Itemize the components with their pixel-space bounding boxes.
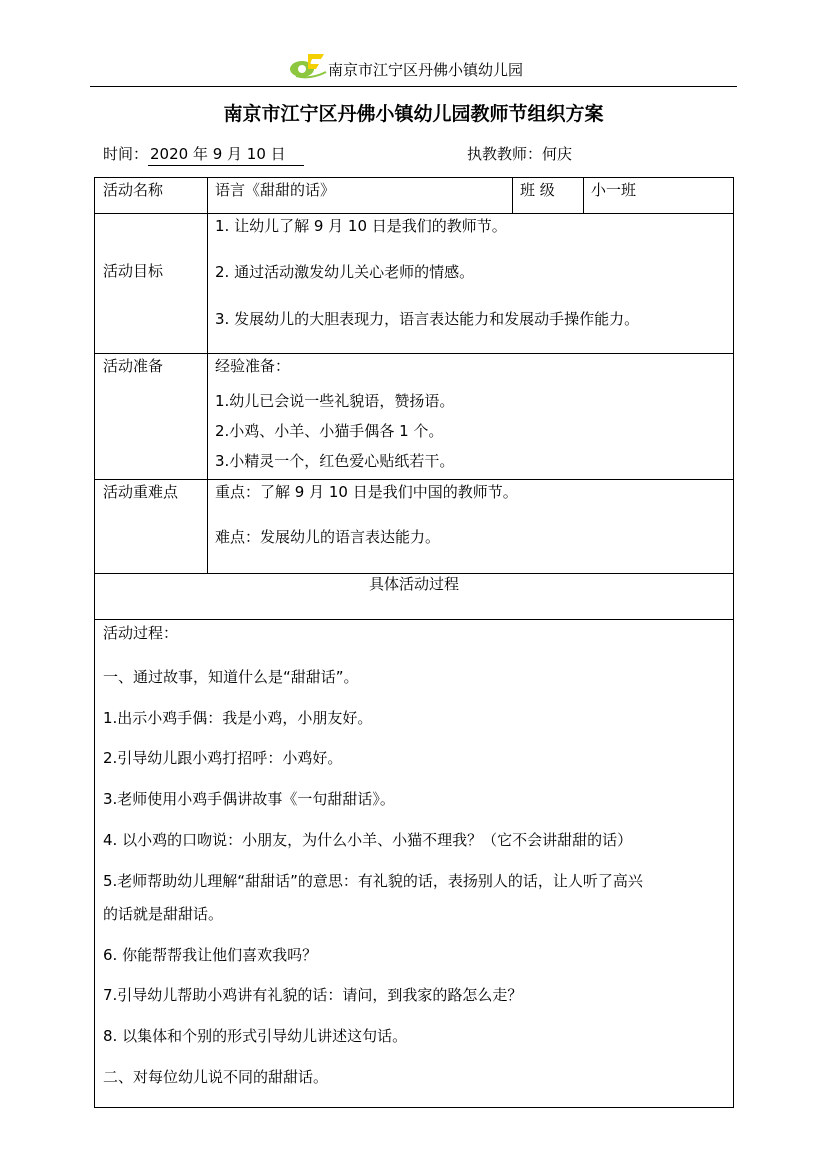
school-logo-icon: [288, 50, 332, 80]
process-line: 的话就是甜甜话。: [103, 905, 224, 923]
class-value: 小一班: [591, 181, 637, 199]
teacher-line: 执教教师：何庆: [467, 145, 573, 163]
process-line: 3.老师使用小鸡手偶讲故事《一句甜甜话》。: [103, 790, 395, 808]
process-line: 活动过程：: [103, 624, 179, 642]
process-line: 4. 以小鸡的口吻说：小朋友，为什么小羊、小猫不理我？（它不会讲甜甜的话）: [103, 831, 633, 849]
page-header: [90, 50, 737, 87]
focus-item: 重点：了解 9 月 10 日是我们中国的教师节。: [215, 483, 518, 501]
document-title: 南京市江宁区丹佛小镇幼儿园教师节组织方案: [223, 103, 604, 125]
process-line: 2.引导幼儿跟小鸡打招呼：小鸡好。: [103, 749, 343, 767]
time-line: [103, 143, 304, 166]
column-divider: [207, 177, 208, 573]
goal-item: 3. 发展幼儿的大胆表现力，语言表达能力和发展动手操作能力。: [215, 310, 640, 328]
time-label: 时间：: [103, 145, 149, 163]
class-label: 班 级: [520, 181, 555, 199]
activity-name-value: 语言《甜甜的话》: [215, 181, 336, 199]
column-divider: [512, 177, 513, 213]
process-line: 二、对每位幼儿说不同的甜甜话。: [103, 1068, 329, 1086]
prep-item: 2.小鸡、小羊、小猫手偶各 1 个。: [215, 422, 444, 440]
prep-item: 经验准备：: [215, 357, 291, 375]
process-heading: 具体活动过程: [368, 575, 459, 593]
focus-item: 难点：发展幼儿的语言表达能力。: [215, 528, 441, 546]
header-school-name: 南京市江宁区丹佛小镇幼儿园: [328, 61, 524, 79]
process-line: 一、通过故事，知道什么是“甜甜话”。: [103, 668, 359, 686]
prep-item: 3.小精灵一个，红色爱心贴纸若干。: [215, 452, 455, 470]
process-line: 6. 你能帮帮我让他们喜欢我吗？: [103, 946, 318, 964]
row-divider: [94, 479, 734, 480]
goal-item: 1. 让幼儿了解 9 月 10 日是我们的教师节。: [215, 217, 507, 235]
row-divider: [94, 619, 734, 620]
process-line: 1.出示小鸡手偶：我是小鸡，小朋友好。: [103, 709, 373, 727]
row-divider: [94, 213, 734, 214]
prep-item: 1.幼儿已会说一些礼貌语，赞扬语。: [215, 392, 455, 410]
process-line: 7.引导幼儿帮助小鸡讲有礼貌的话：请问，到我家的路怎么走？: [103, 986, 523, 1004]
activity-name-label: 活动名称: [103, 181, 164, 199]
process-line: 8. 以集体和个别的形式引导幼儿讲述这句话。: [103, 1027, 408, 1045]
column-divider: [583, 177, 584, 213]
goal-item: 2. 通过活动激发幼儿关心老师的情感。: [215, 263, 475, 281]
time-value: 2020 年 9 月 10 日: [148, 143, 304, 166]
focus-label: 活动重难点: [103, 483, 179, 501]
process-line: 5.老师帮助幼儿理解“甜甜话”的意思：有礼貌的话，表扬别人的话，让人听了高兴: [103, 872, 643, 890]
prep-label: 活动准备: [103, 357, 164, 375]
row-divider: [94, 353, 734, 354]
goals-label: 活动目标: [103, 262, 164, 280]
